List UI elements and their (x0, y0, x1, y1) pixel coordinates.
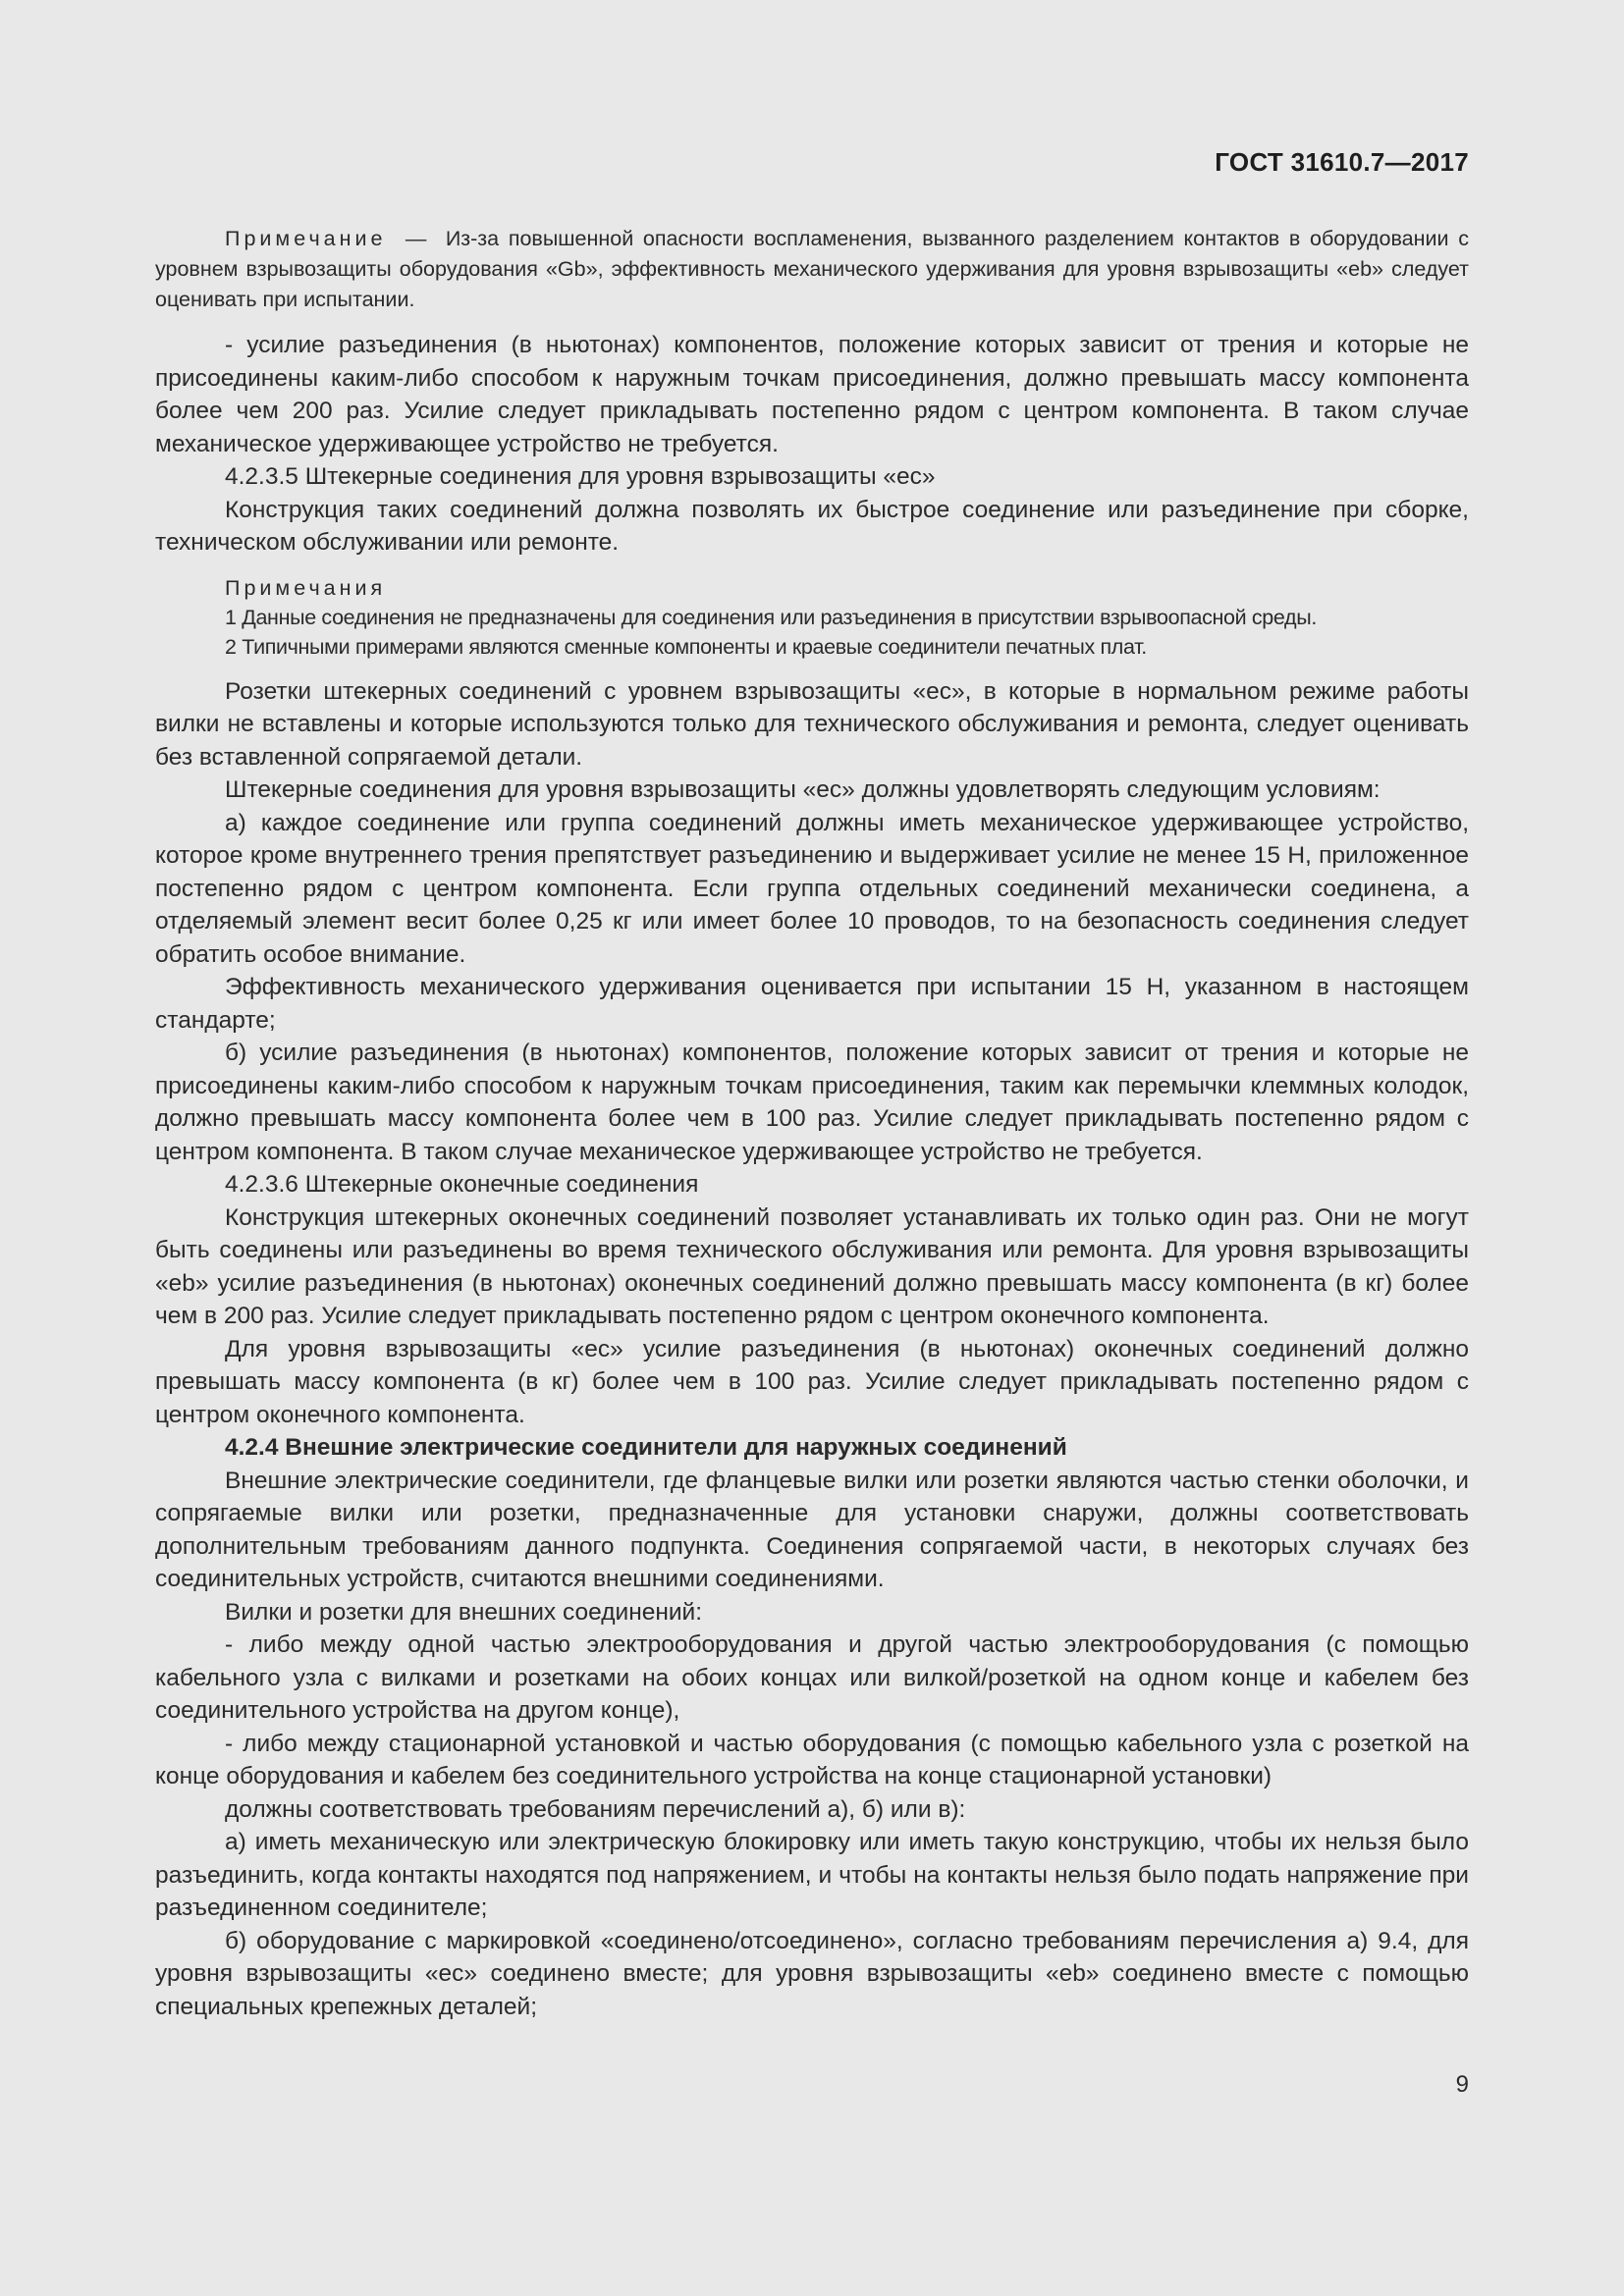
page-content (155, 224, 1469, 2023)
dash-item: - либо между стационарной установкой и частью оборудования (с помощью кабельного узла с розеткой на конце оборудования и кабелем без соединительного устройства на конце стационарной установки) (155, 1730, 1469, 1789)
paragraph: Конструкция штекерных оконечных соединений позволяет устанавливать их только один раз. Они не могут быть соединены или разъединены во время технического обслуживания или ремонта. Для уровня взрывозащиты «eb» усилие разъединения (в ньютонах) оконечных соединений должно превышать массу компонента (в кг) более чем в 200 раз. Усилие следует прикладывать постепенно рядом с центром оконечного компонента. (155, 1203, 1469, 1329)
list-item-a: а) иметь механическую или электрическую блокировку или иметь такую конструкцию, чтобы их нельзя было разъединить, когда контакты находятся под напряжением, и чтобы на контакты нельзя было подать напряжение при разъединенном соединителе; (155, 1829, 1469, 1921)
list-item-a: а) каждое соединение или группа соединений должны иметь механическое удерживающее устройство, которое кроме внутреннего трения препятствует разъединению и выдерживает усилие не менее 15 Н, приложенное постепенно рядом с центром компонента. Если группа отдельных соединений механически соединена, а отделяемый элемент весит более 0,25 кг или имеет более 10 проводов, то на безопасность соединения следует обратить особое внимание. (155, 809, 1469, 968)
paragraph: Конструкция таких соединений должна позволять их быстрое соединение или разъединение при сборке, техническом обслуживании или ремонте. (155, 496, 1469, 556)
note-remark (155, 224, 1469, 315)
subsection-title: 4.2.3.5 Штекерные соединения для уровня взрывозащиты «ec» (225, 463, 936, 490)
note-item: 1 Данные соединения не предназначены для соединения или разъединения в присутствии взрывоопасной среды. (225, 605, 1317, 629)
note-dash: — (405, 227, 427, 250)
notes-label: Примечания (225, 575, 387, 600)
subsection-title: 4.2.3.6 Штекерные оконечные соединения (225, 1171, 699, 1198)
document-code: ГОСТ 31610.7—2017 (1215, 147, 1469, 177)
section-heading: 4.2.4 Внешние электрические соединители для наружных соединений (225, 1434, 1067, 1461)
page-number: 9 (1455, 2071, 1469, 2098)
text-block-2 (155, 675, 1469, 2024)
paragraph: Штекерные соединения для уровня взрывозащиты «ec» должны удовлетворять следующим условиям: (225, 776, 1380, 803)
paragraph: Розетки штекерных соединений с уровнем взрывозащиты «ec», в которые в нормальном режиме работы вилки не вставлены и которые используются только для технического обслуживания и ремонта, следует оценивать без вставленной сопрягаемой детали. (155, 677, 1469, 771)
paragraph: - усилие разъединения (в ньютонах) компонентов, положение которых зависит от трения и которые не присоединены каким-либо способом к наружным точкам присоединения, должно превышать массу компонента более чем 200 раз. Усилие следует прикладывать постепенно рядом с центром компонента. В таком случае механическое удерживающее устройство не требуется. (155, 332, 1469, 457)
paragraph: Внешние электрические соединители, где фланцевые вилки или розетки являются частью стенки оболочки, и сопрягаемые вилки или розетки, предназначенные для установки снаружи, должны соответствовать дополнительным требованиям данного подпункта. Соединения сопрягаемой части, в некоторых случаях без соединительных устройств, считаются внешними соединениями. (155, 1467, 1469, 1592)
list-item-b: б) усилие разъединения (в ньютонах) компонентов, положение которых зависит от трения и которые не присоединены каким-либо способом к наружным точкам присоединения, таким как перемычки клеммных колодок, должно превышать массу компонента более чем в 100 раз. Усилие следует прикладывать постепенно рядом с центром компонента. В таком случае механическое удерживающее устройство не требуется. (155, 1040, 1469, 1165)
paragraph: должны соответствовать требованиям перечислений а), б) или в): (225, 1795, 966, 1823)
note-label: Примечание (225, 227, 387, 250)
dash-item: - либо между одной частью электрооборудования и другой частью электрооборудования (с помощью кабельного узла с вилками и розетками на обоих концах или вилкой/розеткой на одном конце и кабелем без соединительного устройства на другом конце), (155, 1631, 1469, 1724)
spacer (155, 662, 1469, 675)
notes-block (155, 573, 1469, 662)
paragraph: Эффективность механического удерживания оценивается при испытании 15 Н, указанном в настоящем стандарте; (155, 974, 1469, 1034)
note-text: Из-за повышенной опасности воспламенения, вызванного разделением контактов в оборудовании с уровнем взрывозащиты оборудования «Gb», эффективность механического удерживания для уровня взрывозащиты «eb» следует оценивать при испытании. (155, 227, 1469, 311)
text-block-1 (155, 329, 1469, 560)
spacer (155, 315, 1469, 329)
spacer (155, 560, 1469, 573)
note-paragraph (155, 224, 1469, 315)
list-item-b: б) оборудование с маркировкой «соединено/отсоединено», согласно требованиям перечисления а) 9.4, для уровня взрывозащиты «ec» соединено вместе; для уровня взрывозащиты «eb» соединено вместе с помощью специальных крепежных деталей; (155, 1927, 1469, 2020)
note-item: 2 Типичными примерами являются сменные компоненты и краевые соединители печатных плат. (225, 634, 1147, 659)
paragraph: Вилки и розетки для внешних соединений: (225, 1598, 703, 1626)
paragraph: Для уровня взрывозащиты «ec» усилие разъединения (в ньютонах) оконечных соединений должно превышать массу компонента (в кг) более чем в 100 раз. Усилие следует прикладывать постепенно рядом с центром оконечного компонента. (155, 1335, 1469, 1428)
